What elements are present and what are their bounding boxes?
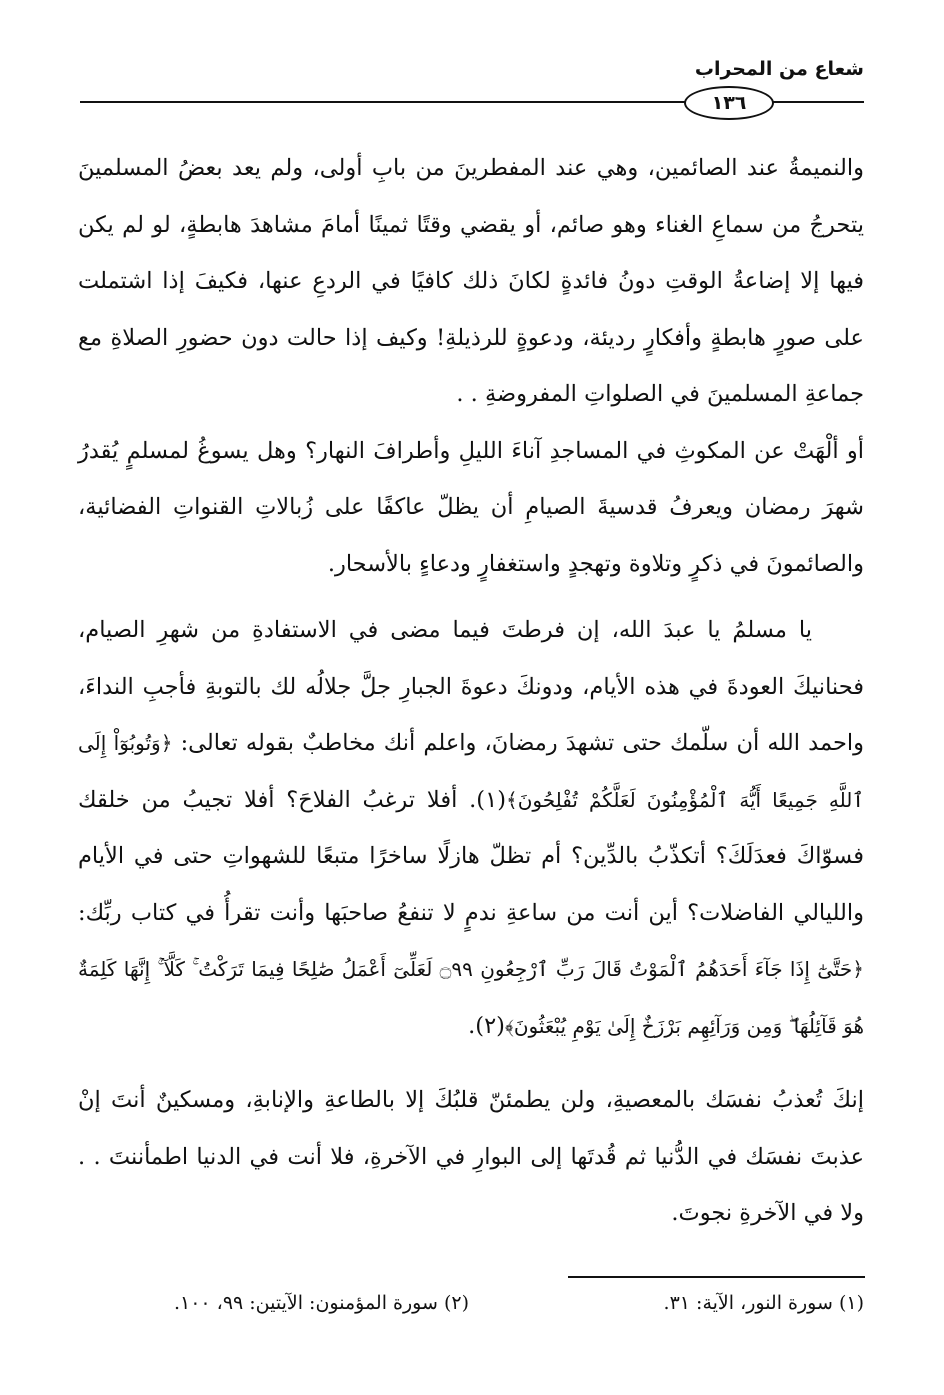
page-number: ١٣٦ bbox=[684, 86, 774, 120]
paragraph-1: والنميمةُ عند الصائمين، وهي عند المفطرينَ من بابِ أولى، ولم يعد بعضُ المسلمينَ يتحرجُ من سماعِ الغناء وهو صائم، أو يقضي وقتًا ثمينًا أمامَ مشاهدَ هابطةٍ، لو لم يكن فيها إلا إضاعةُ الوقتِ دونُ فائدةٍ لكانَ ذلك كافيًا في الردعِ عنها، فكيفَ إذا اشتملت على صورٍ هابطةٍ وأفكارٍ رديئة، ودعوةٍ للرذيلةِ! وكيف إذا حالت دون حضورِ الصلاةِ مع جماعةِ المسلمينَ في الصلواتِ المفروضةِ . . bbox=[78, 155, 864, 407]
paragraph-3-text-c: (٢). bbox=[468, 1012, 505, 1039]
paragraph-3-text-b: (١). أفلا ترغبُ الفلاحَ؟ أفلا تجيبُ من خلقك فسوّاكَ فعدَلَكَ؟ أتكذّبُ بالدِّين؟ أم تظلّ هازلًا ساخرًا متبعًا للشهواتِ حتى في الأيام والليالي الفاضلات؟ أين أنت من ساعةِ ندمٍ لا تنفعُ صاحبَها وأنت تقرأُ في كتاب ربِّك: bbox=[78, 786, 864, 926]
quran-verse-1: ﴿وَتُوبُوٓاْ إِلَى ٱللَّهِ جَمِيعًا أَيُّهَ ٱلْمُؤْمِنُونَ لَعَلَّكُمْ تُفْلِحُونَ﴾ bbox=[78, 731, 865, 812]
running-title: شعاع من المحراب bbox=[694, 58, 864, 80]
footnote-divider bbox=[568, 1276, 865, 1278]
footnote-2: (٢) سورة المؤمنون: الآيتين: ٩٩، ١٠٠. bbox=[173, 1292, 469, 1314]
footnote-1: (١) سورة النور، الآية: ٣١. bbox=[663, 1292, 864, 1314]
paragraph-3-text-a: يا مسلمُ يا عبدَ الله، إن فرطتَ فيما مضى في الاستفادةِ من شهرِ الصيام، فحنانيكَ العودةَ في هذه الأيام، ودونكَ دعوةَ الجبارِ جلَّ جلالُه لك بالتوبةِ فأجبِ النداءَ، واحمد الله أن سلّمك حتى تشهدَ رمضانَ، واعلم أنك مخاطبٌ بقوله تعالى: bbox=[78, 617, 864, 756]
paragraph-4: إنكَ تُعذبُ نفسَك بالمعصيةِ، ولن يطمئنّ قلبُكَ إلا بالطاعةِ والإنابةِ، ومسكينٌ أنتَ إنْ عذبتَ نفسَك في الدُّنيا ثم قُدتَها إلى البوارِ في الآخرةِ، فلا أنت في الدنيا اطمأننتَ . . ولا في الآخرةِ نجوتَ. bbox=[78, 1087, 864, 1226]
quran-verse-2: ﴿حَتَّىٰٓ إِذَا جَآءَ أَحَدَهُمُ ٱلْمَوْتُ قَالَ رَبِّ ٱرْجِعُونِ ۝٩٩ لَعَلِّىٓ أَعْمَلُ صَٰلِحًا فِيمَا تَرَكْتُ ۚ كَلَّآ ۚ إِنَّهَا كَلِمَةٌ هُوَ قَآئِلُهَا ۖ وَمِن وَرَآئِهِم بَرْزَخٌ إِلَىٰ يَوْمِ يُبْعَثُونَ﴾ bbox=[78, 957, 865, 1038]
paragraph-3 bbox=[78, 602, 864, 1054]
paragraph-2: أو ألْهَتْ عن المكوثِ في المساجدِ آناءَ الليلِ وأطرافَ النهار؟ وهل يسوغُ لمسلمٍ يُقدرُ شهرَ رمضان ويعرفُ قدسيةَ الصيامِ أن يظلّ عاكفًا على زُبالاتِ القنواتِ الفضائية، والصائمونَ في ذكرٍ وتلاوة وتهجدٍ واستغفارٍ ودعاءٍ بالأسحار. bbox=[78, 437, 864, 577]
body-text bbox=[78, 140, 864, 1242]
